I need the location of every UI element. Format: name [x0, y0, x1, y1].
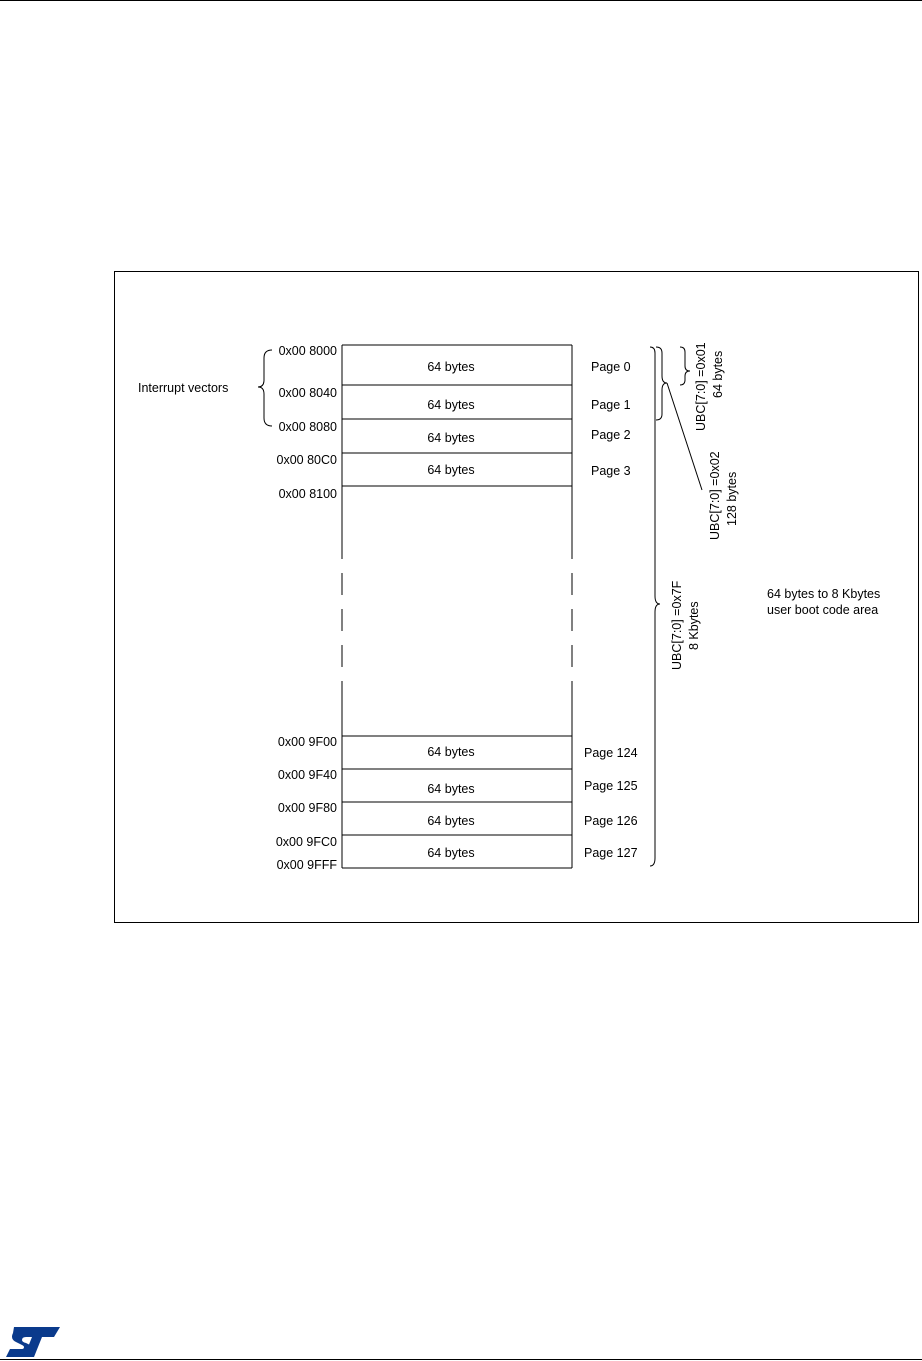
brace-ubc-0x01: [680, 347, 690, 385]
page-label: Page 124: [584, 746, 638, 760]
ubc-0x01-line1: UBC[7:0] =0x01: [694, 342, 708, 431]
address-label: 0x00 8000: [278, 344, 337, 358]
block-label: 64 bytes: [427, 360, 475, 374]
page-label: Page 1: [591, 398, 631, 412]
interrupt-vectors-label: Interrupt vectors: [138, 381, 229, 395]
address-label: 0x00 9F40: [277, 768, 337, 782]
area-label-line2: user boot code area: [767, 603, 879, 617]
st-logo: [4, 1323, 62, 1359]
brace-ubc-0x7f: [650, 347, 660, 866]
block-label: 64 bytes: [427, 398, 475, 412]
ubc-0x01-line2: 64 bytes: [711, 350, 725, 398]
address-label: 0x00 9FC0: [275, 835, 337, 849]
page-label: Page 2: [591, 428, 631, 442]
ubc-0x7f-line2: 8 Kbytes: [687, 601, 701, 650]
page-bottom-rule: [0, 1359, 922, 1360]
block-label: 64 bytes: [427, 431, 475, 445]
page-label: Page 0: [591, 360, 631, 374]
ubc-0x02-line1: UBC[7:0] =0x02: [708, 451, 722, 540]
address-label: 0x00 8100: [278, 487, 337, 501]
block-label: 64 bytes: [427, 745, 475, 759]
interrupt-vectors-bracket: [258, 350, 272, 426]
brace-ubc-0x02: [656, 347, 667, 420]
address-label: 0x00 9F80: [277, 801, 337, 815]
st-logo-mark: [6, 1327, 60, 1357]
address-label: 0x00 8080: [278, 420, 337, 434]
area-label-line1: 64 bytes to 8 Kbytes: [767, 587, 881, 601]
page-label: Page 125: [584, 779, 638, 793]
address-label: 0x00 80C0: [276, 453, 337, 467]
block-label: 64 bytes: [427, 782, 475, 796]
address-label: 0x00 9FFF: [276, 858, 337, 872]
page-label: Page 126: [584, 814, 638, 828]
page-label: Page 3: [591, 464, 631, 478]
address-label: 0x00 8040: [278, 386, 337, 400]
block-label: 64 bytes: [427, 814, 475, 828]
address-label: 0x00 9F00: [277, 735, 337, 749]
ubc-0x7f-line1: UBC[7:0] =0x7F: [670, 580, 684, 670]
ubc-0x02-line2: 128 bytes: [725, 471, 739, 526]
block-label: 64 bytes: [427, 463, 475, 477]
block-label: 64 bytes: [427, 846, 475, 860]
page-label: Page 127: [584, 846, 638, 860]
